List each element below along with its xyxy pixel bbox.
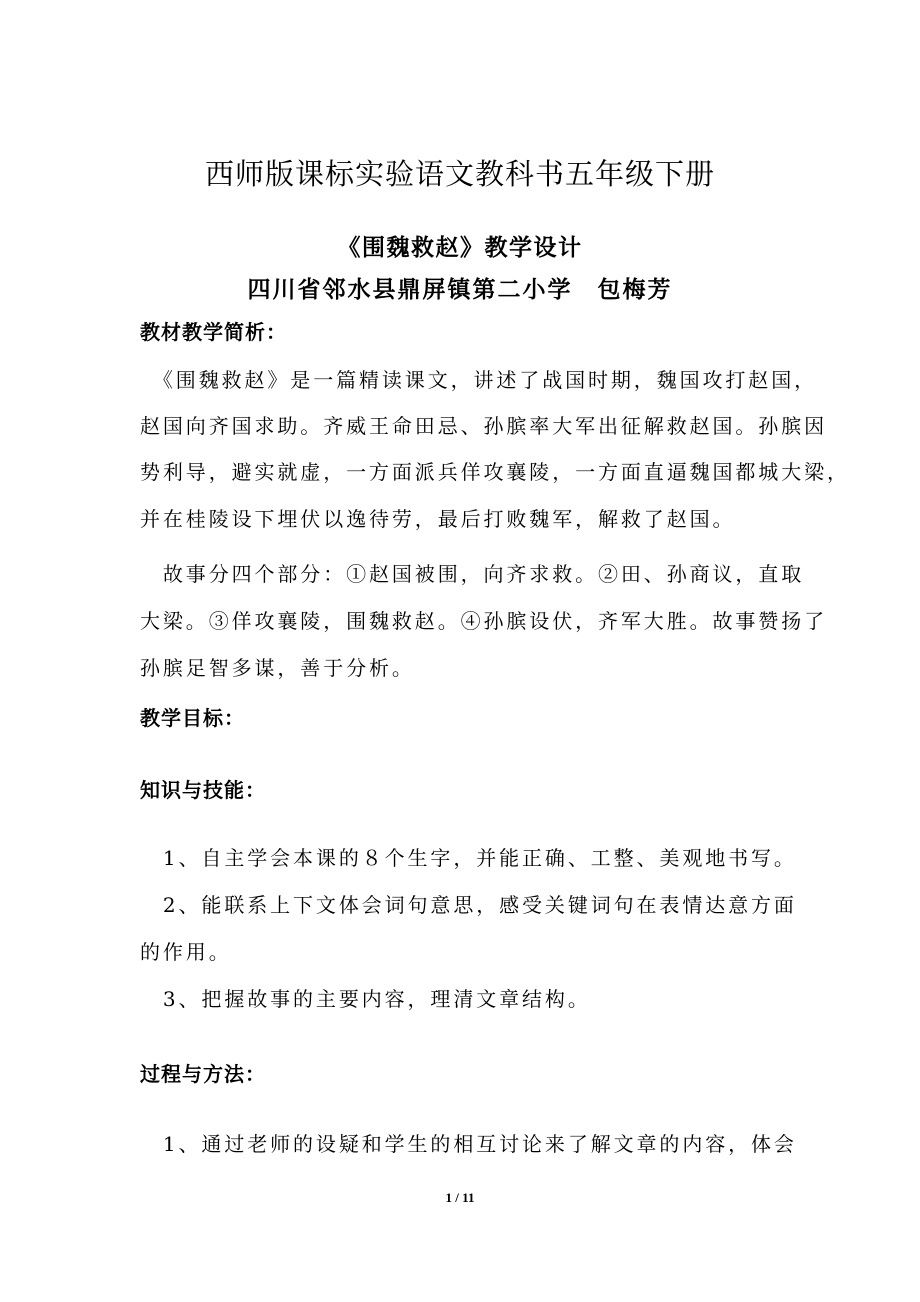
knowledge-item: 的作用。	[140, 940, 232, 964]
analysis-paragraph-line: 赵国向齐国求助。齐威王命田忌、孙膑率大军出征解救赵国。孙膑因	[140, 414, 827, 438]
process-item: 1、通过老师的设疑和学生的相互讨论来了解文章的内容，体会	[140, 1132, 797, 1156]
knowledge-item: 1、自主学会本课的８个生字，并能正确、工整、美观地书写。	[140, 846, 797, 870]
document-title: 西师版课标实验语文教科书五年级下册	[204, 157, 715, 191]
analysis-paragraph-line: 势利导，避实就虚，一方面派兵佯攻襄陵，一方面直逼魏国都城大梁，	[140, 460, 850, 484]
story-parts-line: 故事分四个部分：①赵国被围，向齐求救。②田、孙商议，直取	[140, 562, 805, 586]
knowledge-item: 2、能联系上下文体会词句意思，感受关键词句在表情达意方面	[140, 893, 797, 917]
author-line: 四川省邻水县鼎屏镇第二小学 包梅芳	[247, 276, 673, 303]
goals-heading: 教学目标：	[140, 706, 245, 730]
analysis-paragraph-line: 《围魏救赵》是一篇精读课文，讲述了战国时期，魏国攻打赵国，	[140, 368, 817, 392]
lesson-subtitle: 《围魏救赵》教学设计	[337, 234, 583, 261]
page-indicator: 1 / 11	[445, 1190, 475, 1205]
story-parts-line: 孙膑足智多谋，善于分析。	[140, 656, 415, 680]
analysis-heading: 教材教学简析：	[140, 320, 287, 344]
story-parts-line: 大梁。③佯攻襄陵，围魏救赵。④孙膑设伏，齐军大胜。故事赞扬了	[140, 609, 827, 633]
knowledge-heading: 知识与技能：	[140, 778, 266, 802]
analysis-paragraph-line: 并在桂陵设下埋伏以逸待劳，最后打败魏军，解救了赵国。	[140, 507, 736, 531]
process-heading: 过程与方法：	[140, 1062, 266, 1086]
knowledge-item: 3、把握故事的主要内容，理清文章结构。	[140, 987, 591, 1011]
